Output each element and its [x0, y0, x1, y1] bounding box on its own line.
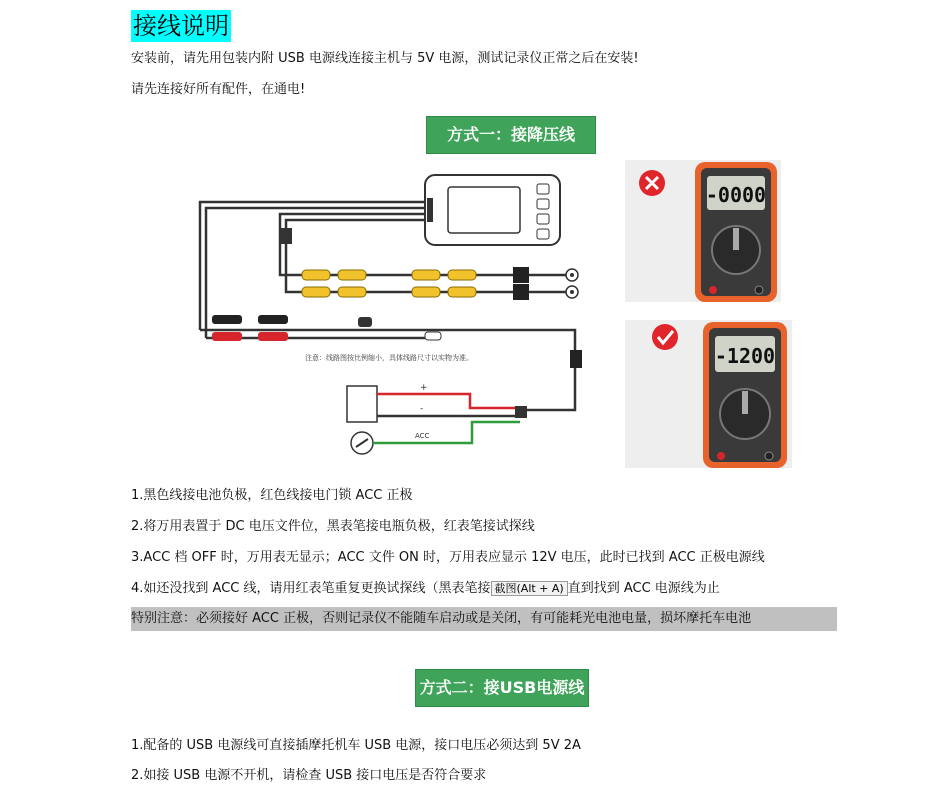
- recorder-button-shape: [537, 199, 549, 209]
- method1-step-4-before: 4.如还没找到 ACC 线，请用红表笔重复更换试探线（黑表笔接: [131, 581, 491, 596]
- wire-junction-shape: [515, 406, 527, 418]
- cable-clip-shape: [280, 228, 292, 244]
- method2-step-2: 2.如接 USB 电源不开机，请检查 USB 接口电压是否符合要求: [131, 768, 487, 783]
- plus-label: +: [420, 383, 428, 393]
- method2-step-1: 1.配备的 USB 电源线可直接插摩托机车 USB 电源，接口电压必须达到 5V 2A: [131, 738, 581, 753]
- diagram-note: 注意：线路图按比例缩小，具体线路尺寸以实物为准。: [305, 354, 473, 362]
- recorder-connector-shape: [427, 198, 433, 222]
- meter-on-reading: -1200: [714, 344, 776, 368]
- multimeter-off-photo: [625, 160, 781, 302]
- intro-line-1: 安装前，请先用包装内附 USB 电源线连接主机与 5V 电源，测试记录仪正常之后在安装!: [131, 51, 639, 66]
- multimeter-on-photo: [625, 320, 792, 468]
- recorder-button-shape: [537, 214, 549, 224]
- method1-step-1: 1.黑色线接电池负极，红色线接电门锁 ACC 正极: [131, 488, 413, 503]
- method1-banner: 方式一：接降压线: [426, 116, 596, 154]
- screenshot-tooltip: 截图(Alt + A): [491, 581, 568, 596]
- method1-step-4: [131, 580, 720, 598]
- battery-shape: [347, 386, 377, 422]
- recorder-button-shape: [537, 229, 549, 239]
- recorder-screen-shape: [448, 187, 520, 233]
- wiring-diagram: [180, 160, 600, 470]
- page-title: 接线说明: [133, 12, 229, 40]
- minus-label: -: [420, 404, 424, 414]
- method2-banner: 方式二：接USB电源线: [415, 669, 589, 707]
- meter-off-reading: -0000: [705, 183, 767, 207]
- recorder-button-shape: [537, 184, 549, 194]
- intro-line-2: 请先连接好所有配件，在通电!: [131, 82, 306, 97]
- green-wire: [373, 422, 520, 443]
- check-icon: [652, 324, 678, 350]
- method1-step-4-after: 直到找到 ACC 电源线为止: [567, 581, 720, 596]
- acc-label: ACC: [415, 432, 430, 440]
- method1-step-2: 2.将万用表置于 DC 电压文件位，黑表笔接电瓶负极，红表笔接试探线: [131, 519, 535, 534]
- red-wire: [377, 394, 520, 408]
- method1-step-3: 3.ACC 档 OFF 时，万用表无显示；ACC 文件 ON 时，万用表应显示 12V 电压，此时已找到 ACC 正极电源线: [131, 550, 765, 565]
- warning-note: 特别注意：必须接好 ACC 正极，否则记录仪不能随车启动或是关闭，有可能耗光电池电量，损坏摩托车电池: [131, 607, 837, 631]
- power-cable: [200, 315, 582, 410]
